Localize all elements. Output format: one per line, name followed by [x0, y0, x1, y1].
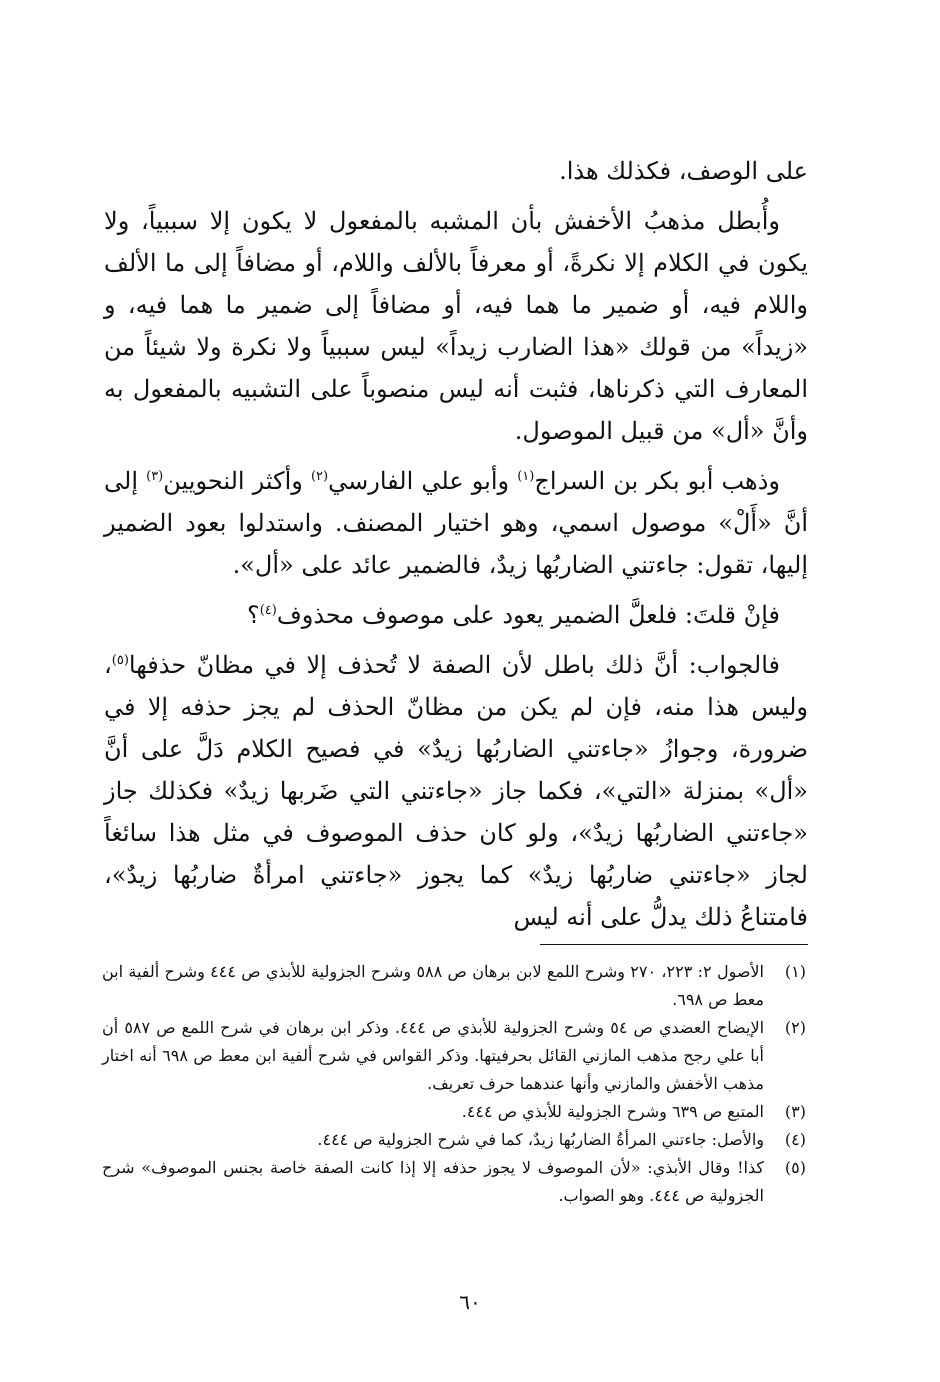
paragraph-2: وأُبطل مذهبُ الأخفش بأن المشبه بالمفعول لا يكون إلا سببياً، ولا يكون في الكلام إلا نكرةً، أو معرفاً بالألف واللام، أو مضافاً إلى ما الألف واللام فيه، أو ضمير ما هما فيه، أو مضافاً إلى ضمير ما هما فيه، و «زيداً» من قولك «هذا الضارب زيداً» ليس سببياً ولا نكرة ولا شيئاً من المعارف التي ذكرناها، فثبت أنه ليس منصوباً على التشبيه بالمفعول به وأنَّ «أل» من قبيل الموصول. — [104, 207, 808, 445]
footnote-ref-3[interactable]: (٣) — [146, 469, 164, 484]
footnote-text: الإيضاح العضدي ص ٥٤ وشرح الجزولية للأبذي ص ٤٤٤. وذكر ابن برهان في شرح اللمع ص ٥٨٧ أن أبا علي رجح مذهب المازني القائل بحرفيتها. وذكر القواس في شرح ألفية ابن معط ص ٦٩٨ أنه اختار مذهب الأخفش والمازني وأنها عندهما حرف تعريف. — [102, 1018, 765, 1093]
footnote-ref-4[interactable]: (٤) — [259, 603, 277, 618]
paragraph-3-segment-1: وذهب أبو بكر بن السراج — [534, 467, 780, 495]
footnote-4 — [102, 1126, 806, 1154]
footnote-2 — [102, 1014, 806, 1098]
paragraph-5 — [104, 644, 808, 938]
paragraph-5-segment-2: ، وليس هذا منه، فإن لم يكن من مظانّ الحذف لم يجز حذفه إلا في ضرورة، وجوازُ «جاءتني الضاربُها زيدٌ» في فصيح الكلام دَلَّ على أنَّ «أل» بمنزلة «التي»، فكما جاز «جاءتني التي ضَربها زيدٌ» فكذلك جاز «جاءتني الضاربُها زيدٌ»، ولو كان حذف الموصوف في مثل هذا سائغاً لجاز «جاءتني ضاربُها زيدٌ» كما يجوز «جاءتني امرأةٌ ضاربُها زيدٌ»، فامتناعُ ذلك يدلُّ على أنه ليس — [104, 651, 808, 931]
paragraph-5-segment-1: فالجواب: أنَّ ذلك باطل لأن الصفة لا تُحذف إلا في مظانّ حذفها — [128, 651, 780, 679]
footnote-5 — [102, 1154, 806, 1210]
footnote-ref-2[interactable]: (٢) — [310, 469, 329, 484]
paragraph-3-segment-3: وأكثر النحويين — [163, 467, 311, 495]
page-number: ٦٠ — [459, 1290, 481, 1314]
paragraph-4-segment-2: ؟ — [246, 601, 260, 629]
paragraph-3-segment-4: إلى أنَّ «أَلْ» موصول اسمي، وهو اختيار المصنف. واستدلوا بعود الضمير إليها، تقول: جاءتني الضاربُها زيدٌ، فالضمير عائد على «أل». — [104, 467, 809, 579]
paragraph-4-segment-1: فإنْ قلتَ: فلعلَّ الضمير يعود على موصوف محذوف — [276, 601, 780, 629]
footnote-number: (٣) — [784, 1102, 806, 1121]
footnote-3 — [102, 1098, 806, 1126]
footnote-ref-1[interactable]: (١) — [517, 469, 535, 484]
footnote-number: (٤) — [784, 1130, 806, 1149]
paragraph-1: على الوصف، فكذلك هذا. — [559, 157, 808, 185]
footnote-number: (١) — [784, 962, 806, 981]
paragraph-4 — [104, 594, 808, 636]
footnote-number: (٢) — [784, 1018, 806, 1037]
footnote-ref-5[interactable]: (٥) — [111, 653, 129, 668]
footnote-number: (٥) — [784, 1158, 806, 1177]
footnote-text: والأصل: جاءتني المرأةُ الضاربُها زيدٌ، كما في شرح الجزولية ص ٤٤٤. — [317, 1130, 764, 1149]
main-text — [104, 150, 808, 938]
footnotes — [102, 958, 806, 1210]
footnote-text: المتبع ص ٦٣٩ وشرح الجزولية للأبذي ص ٤٤٤. — [461, 1102, 764, 1121]
footnote-1 — [102, 958, 806, 1014]
footnote-separator — [540, 944, 808, 945]
paragraph-3 — [104, 460, 808, 586]
footnote-text: كذا! وقال الأبذي: «لأن الموصوف لا يجوز حذفه إلا إذا كانت الصفة خاصة بجنس الموصوف» شرح الجزولية ص ٤٤٤. وهو الصواب. — [102, 1158, 764, 1205]
footnote-text: الأصول ٢: ٢٢٣، ٢٧٠ وشرح اللمع لابن برهان ص ٥٨٨ وشرح الجزولية للأبذي ص ٤٤٤ وشرح ألفية ابن معط ص ٦٩٨. — [102, 962, 765, 1009]
paragraph-3-segment-2: وأبو علي الفارسي — [328, 467, 518, 495]
